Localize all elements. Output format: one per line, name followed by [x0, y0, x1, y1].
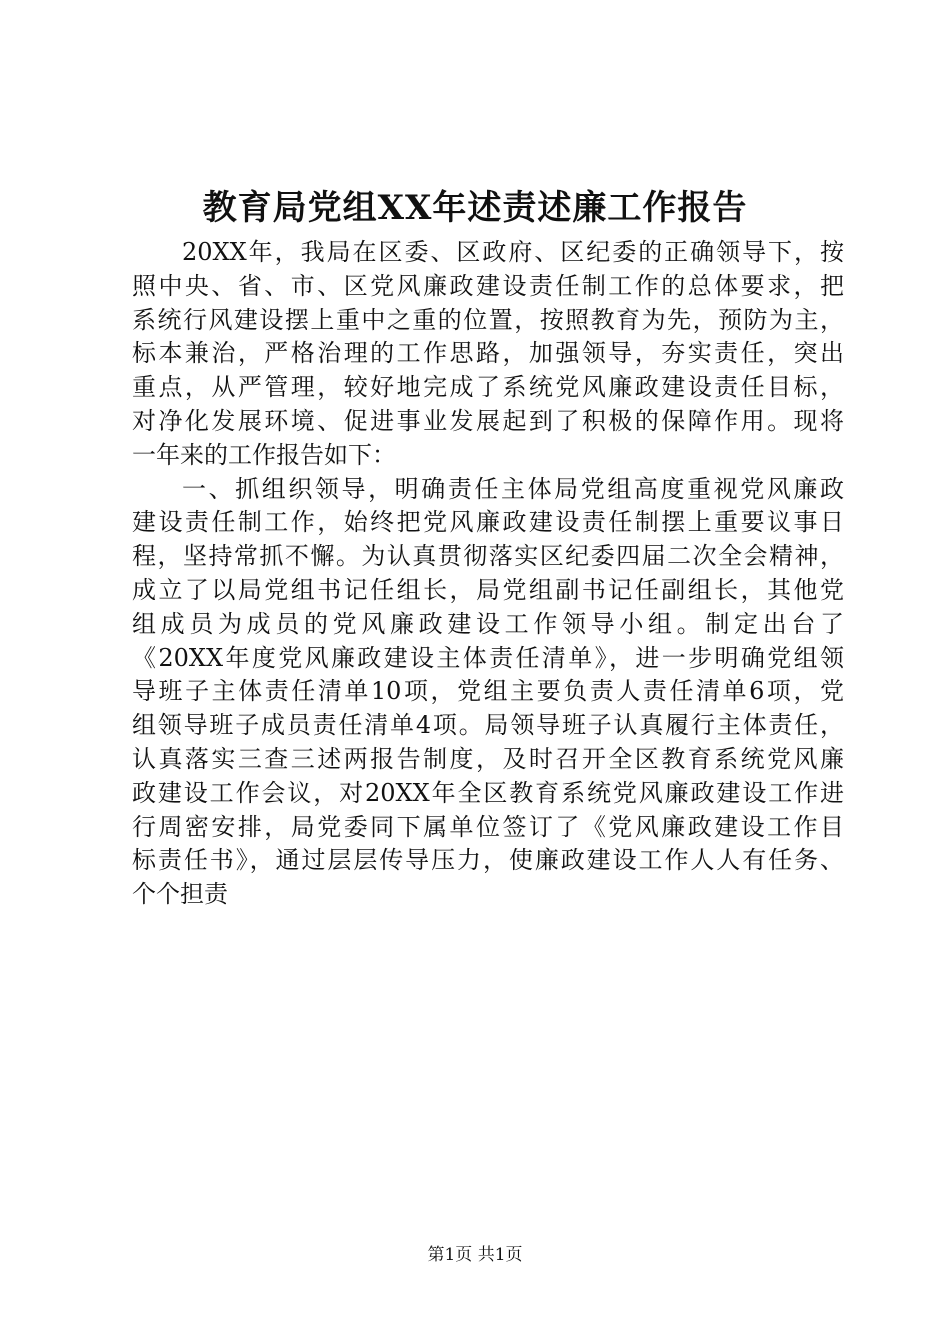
- paragraph-line: 成立了以局党组书记任组长，局党组副书记任副组长，其他党: [132, 575, 844, 604]
- paragraph-line: 一年来的工作报告如下：: [132, 440, 396, 469]
- paragraph-line: 一、抓组织领导，明确责任主体局党组高度重视党风廉政: [182, 474, 844, 503]
- document-title: 教育局党组XX年述责述廉工作报告: [202, 188, 748, 228]
- page-footer: 第1页 共1页: [427, 1245, 523, 1265]
- paragraph-line: 建设责任制工作，始终把党风廉政建设责任制摆上重要议事日: [132, 508, 844, 537]
- document-body: [132, 236, 844, 912]
- paragraph-line: 重点，从严管理，较好地完成了系统党风廉政建设责任目标，: [132, 373, 844, 402]
- paragraph-line: 系统行风建设摆上重中之重的位置，按照教育为先，预防为主，: [132, 305, 844, 334]
- paragraph-line: 政建设工作会议，对20XX年全区教育系统党风廉政建设工作进: [132, 778, 844, 807]
- paragraph-line: 程，坚持常抓不懈。为认真贯彻落实区纪委四届二次全会精神，: [132, 542, 844, 571]
- paragraph-line: 对净化发展环境、促进事业发展起到了积极的保障作用。现将: [132, 406, 844, 435]
- paragraph-line: 导班子主体责任清单10项，党组主要负责人责任清单6项，党: [132, 677, 844, 706]
- paragraph-line: 认真落实三查三述两报告制度，及时召开全区教育系统党风廉: [132, 744, 844, 773]
- paragraph-line: 标责任书》，通过层层传导压力，使廉政建设工作人人有任务、: [132, 846, 844, 875]
- paragraph-line: 20XX年，我局在区委、区政府、区纪委的正确领导下，按: [182, 238, 844, 266]
- paragraph-line: 标本兼治，严格治理的工作思路，加强领导，夯实责任，突出: [132, 339, 844, 368]
- paragraph-line: 组领导班子成员责任清单4项。局领导班子认真履行主体责任，: [132, 711, 844, 740]
- paragraph-line: 《20XX年度党风廉政建设主体责任清单》，进一步明确党组领: [132, 643, 844, 672]
- paragraph-line: 行周密安排，局党委同下属单位签订了《党风廉政建设工作目: [132, 812, 844, 841]
- paragraph-line: 照中央、省、市、区党风廉政建设责任制工作的总体要求，把: [132, 271, 844, 300]
- paragraph-line: 个个担责: [132, 880, 228, 909]
- paragraph-line: 组成员为成员的党风廉政建设工作领导小组。制定出台了: [132, 609, 844, 638]
